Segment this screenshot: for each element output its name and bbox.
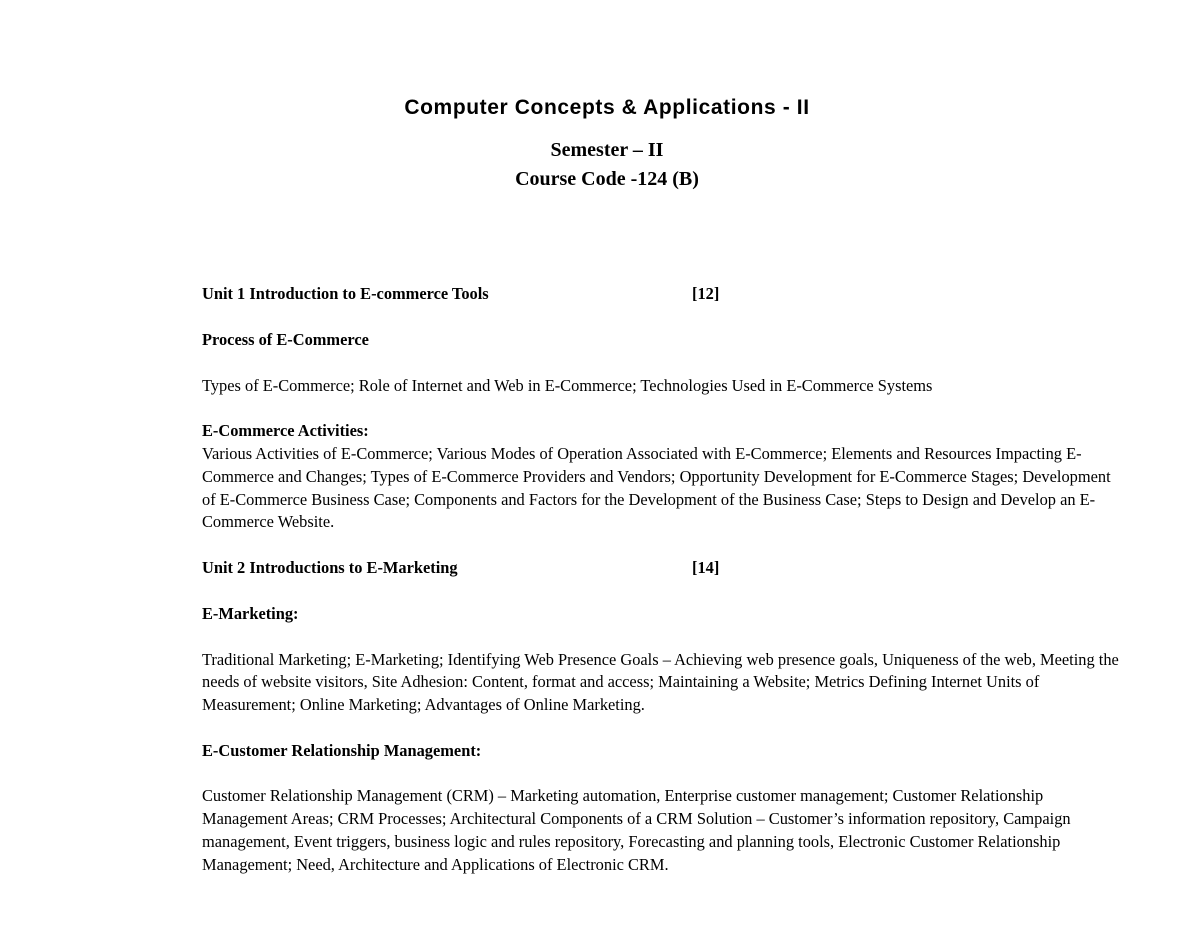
document-title: Computer Concepts & Applications - II xyxy=(404,96,810,119)
process-text: Types of E-Commerce; Role of Internet and Web in E-Commerce; Technologies Used in E-Commerce Systems xyxy=(202,375,933,395)
semester-label: Semester – II xyxy=(550,139,664,161)
unit-1-heading xyxy=(202,283,1122,306)
process-heading: Process of E-Commerce xyxy=(202,330,369,349)
unit-2-heading xyxy=(202,557,1122,580)
emarketing-text: Traditional Marketing; E-Marketing; Identifying Web Presence Goals – Achieving web presence goals, Uniqueness of the web, Meeting the needs of website visitors, Site Adhesion: Content, format and access; Maintaining a Website; Metrics Defining Internet Units of Measurement; Online Marketing; Advantages of Online Marketing. xyxy=(202,649,1119,715)
unit-1-hours: [12] xyxy=(692,284,720,303)
ecrm-text: Customer Relationship Management (CRM) – Marketing automation, Enterprise customer management; Customer Relationship Management Areas; CRM Processes; Architectural Components of a CRM Solution – Customer’s information repository, Campaign management, Event triggers, business logic and rules repository, Forecasting and planning tools, Electronic Customer Relationship Management; Need, Architecture and Applications of Electronic CRM. xyxy=(202,786,1071,874)
unit-2-title: Unit 2 Introductions to E-Marketing xyxy=(202,557,458,577)
activities-heading: E-Commerce Activities: xyxy=(202,421,369,441)
syllabus-content xyxy=(202,283,1122,876)
unit-2-hours: [14] xyxy=(692,557,720,577)
ecrm-heading: E-Customer Relationship Management: xyxy=(202,740,482,760)
emarketing-heading: E-Marketing: xyxy=(202,603,299,623)
unit-1-title: Unit 1 Introduction to E-commerce Tools xyxy=(202,284,489,303)
course-code: Course Code -124 (B) xyxy=(515,168,699,190)
activities-text: Various Activities of E-Commerce; Various Modes of Operation Associated with E-Commerce; Elements and Resources Impacting E-Commerce and Changes; Types of E-Commerce Providers and Vendors; Opportunity Development for E-Commerce Stages; Development of E-Commerce Business Case; Components and Factors for the Development of the Business Case; Steps to Design and Develop an E-Commerce Website. xyxy=(202,444,1111,532)
